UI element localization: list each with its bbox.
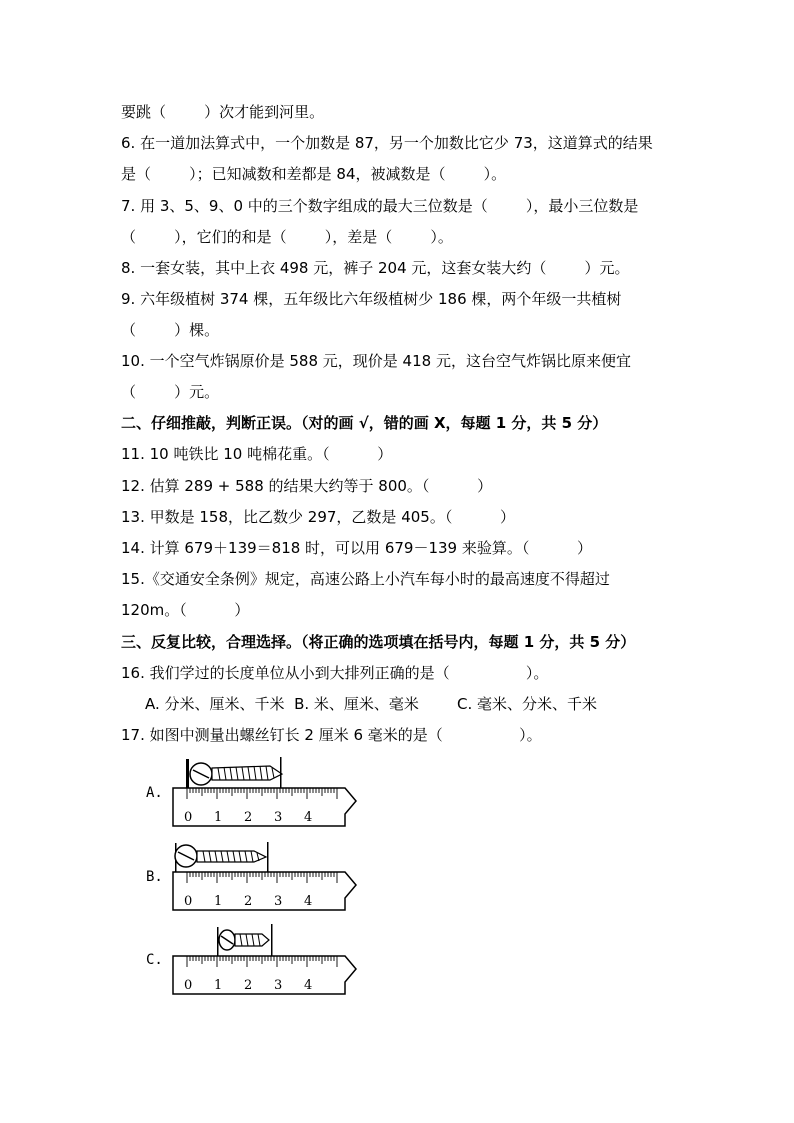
- q15-line1: 15.《交通安全条例》规定，高速公路上小汽车每小时的最高速度不得超过: [121, 570, 610, 588]
- q10-line2: （ ）元。: [121, 383, 220, 401]
- ruler-label-2: 2: [244, 978, 253, 993]
- q16: 16. 我们学过的长度单位从小到大排列正确的是（ ）。: [121, 664, 549, 682]
- q9-line2: （ ）棵。: [121, 321, 220, 339]
- ruler-label-2: 2: [244, 894, 253, 909]
- ruler-figure-b: [170, 836, 370, 914]
- q6-line2: 是（ ）；已知减数和差都是 84，被减数是（ ）。: [121, 165, 507, 183]
- screw-icon: [175, 842, 269, 876]
- q6-line1: 6. 在一道加法算式中，一个加数是 87，另一个加数比它少 73，这道算式的结果: [121, 134, 653, 152]
- ruler-label-0: 0: [184, 978, 193, 993]
- q12: 12. 估算 289 + 588 的结果大约等于 800。（ ）: [121, 477, 493, 495]
- option-c-label: C.: [146, 952, 163, 968]
- q5-continuation: 要跳（ ）次才能到河里。: [121, 103, 325, 121]
- q14: 14. 计算 679＋139＝818 时，可以用 679－139 来验算。（ ）: [121, 539, 593, 557]
- q7-line2: （ ），它们的和是（ ），差是（ ）。: [121, 228, 453, 246]
- section-3-heading: 三、反复比较，合理选择。（将正确的选项填在括号内，每题 1 分，共 5 分）: [121, 633, 636, 651]
- ruler-label-4: 4: [304, 810, 313, 825]
- ruler-label-3: 3: [274, 978, 283, 993]
- ruler-label-4: 4: [304, 978, 313, 993]
- ruler-label-0: 0: [184, 810, 193, 825]
- ruler-label-0: 0: [184, 894, 193, 909]
- q9-line1: 9. 六年级植树 374 棵，五年级比六年级植树少 186 棵，两个年级一共植树: [121, 290, 622, 308]
- q11: 11. 10 吨铁比 10 吨棉花重。（ ）: [121, 445, 393, 463]
- screw-icon: [186, 757, 282, 791]
- ruler-label-4: 4: [304, 894, 313, 909]
- q13: 13. 甲数是 158，比乙数少 297，乙数是 405。（ ）: [121, 508, 516, 526]
- ruler-label-1: 1: [214, 978, 223, 993]
- q10-line1: 10. 一个空气炸锅原价是 588 元，现价是 418 元，这台空气炸锅比原来便宜: [121, 352, 631, 370]
- option-a-label: A.: [146, 785, 163, 801]
- option-b-label: B.: [146, 869, 163, 885]
- ruler-label-1: 1: [214, 894, 223, 909]
- q7-line1: 7. 用 3、5、9、0 中的三个数字组成的最大三位数是（ ），最小三位数是: [121, 197, 639, 215]
- screw-icon: [217, 924, 273, 960]
- ruler-figure-c: [170, 920, 370, 998]
- ruler-label-3: 3: [274, 894, 283, 909]
- q16-options: A. 分米、厘米、千米 B. 米、厘米、毫米 C. 毫米、分米、千米: [145, 695, 598, 713]
- ruler-figure-a: [170, 752, 370, 830]
- q8: 8. 一套女装，其中上衣 498 元，裤子 204 元，这套女装大约（ ）元。: [121, 259, 630, 277]
- ruler-label-2: 2: [244, 810, 253, 825]
- ruler-label-3: 3: [274, 810, 283, 825]
- ruler-label-1: 1: [214, 810, 223, 825]
- q15-line2: 120m。（ ）: [121, 601, 250, 619]
- q17: 17. 如图中测量出螺丝钉长 2 厘米 6 毫米的是（ ）。: [121, 726, 542, 744]
- section-2-heading: 二、仔细推敲，判断正误。（对的画 √，错的画 X，每题 1 分，共 5 分）: [121, 414, 608, 432]
